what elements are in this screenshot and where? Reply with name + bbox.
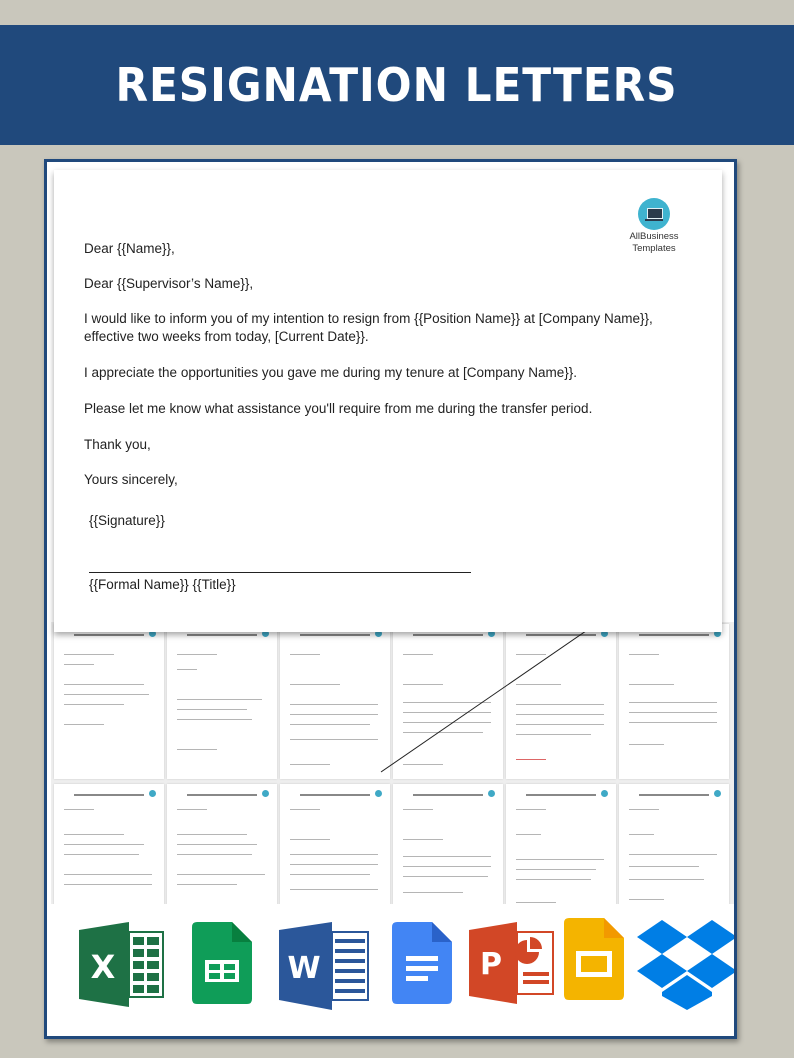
svg-text:P: P <box>480 947 502 982</box>
preview-frame <box>44 159 737 1039</box>
salutation-supervisor: Dear {{Supervisor’s Name}}, <box>84 276 254 291</box>
logo-text-line2: Templates <box>632 243 676 254</box>
app-icons-row <box>47 904 734 1034</box>
google-slides-icon[interactable] <box>564 918 624 1000</box>
logo-text-line1: AllBusiness <box>629 231 679 242</box>
letter-preview <box>54 170 722 632</box>
excel-icon[interactable] <box>77 922 167 1007</box>
powerpoint-icon[interactable] <box>467 922 557 1004</box>
page-title: RESIGNATION LETTERS <box>115 58 679 112</box>
signature-placeholder: {{Signature}} <box>89 513 165 528</box>
paragraph-intent-line2: effective two weeks from today, [Current Date}}. <box>84 329 369 344</box>
template-thumbnails <box>51 622 736 912</box>
laptop-icon <box>638 198 670 230</box>
word-icon[interactable] <box>277 922 372 1010</box>
salutation-name: Dear {{Name}}, <box>84 241 175 256</box>
paragraph-appreciation: I appreciate the opportunities you gave me during my tenure at [Company Name}}. <box>84 365 578 380</box>
svg-text:X: X <box>90 948 116 986</box>
google-docs-icon[interactable] <box>392 922 452 1004</box>
formal-name-title: {{Formal Name}} {{Title}} <box>89 577 236 592</box>
diagonal-line <box>51 622 736 912</box>
svg-text:W: W <box>287 951 321 986</box>
google-sheets-icon[interactable] <box>192 922 252 1004</box>
paragraph-assistance: Please let me know what assistance you'll require from me during the transfer period. <box>84 401 593 416</box>
allbusiness-logo <box>624 198 684 254</box>
dropbox-icon[interactable] <box>637 920 737 1010</box>
paragraph-intent-line1: I would like to inform you of my intention to resign from {{Position Name}} at [Company Name}}, <box>84 311 653 326</box>
signature-line <box>89 572 471 573</box>
closing-sincerely: Yours sincerely, <box>84 472 178 487</box>
closing-thanks: Thank you, <box>84 437 151 452</box>
title-banner <box>0 25 794 145</box>
